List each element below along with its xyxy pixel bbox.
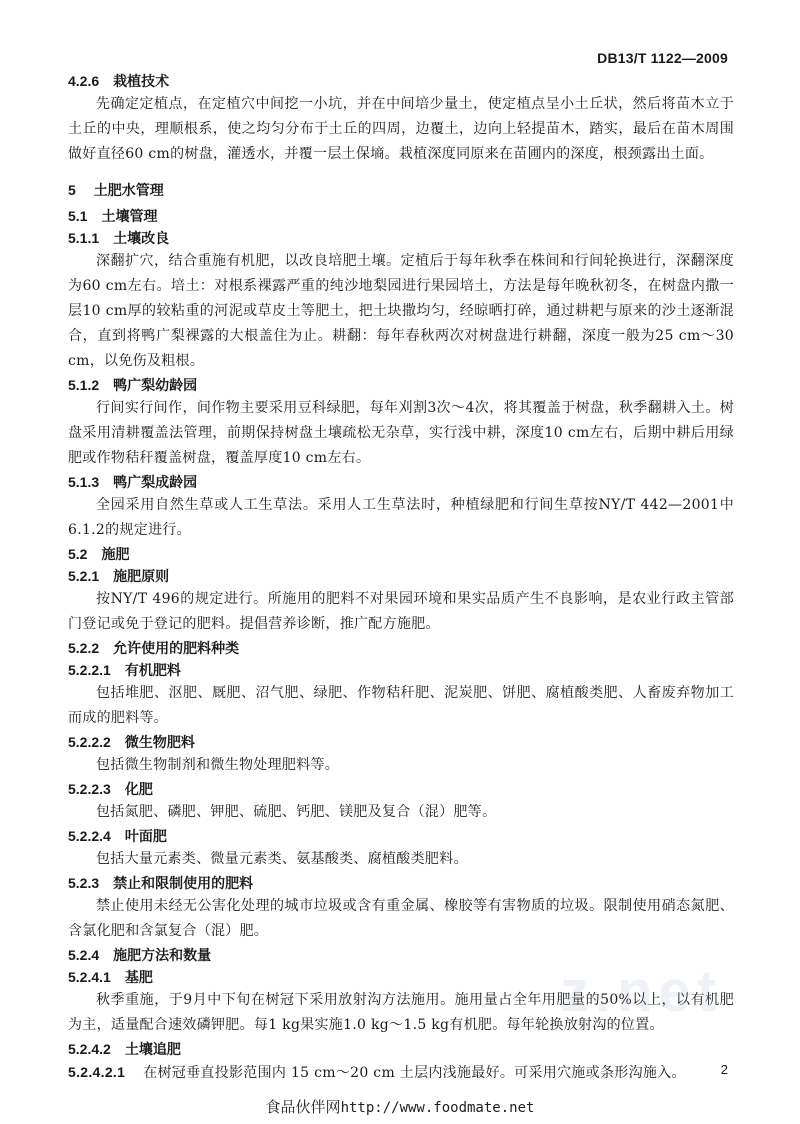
heading-5-2-4 [68,944,734,966]
section-title: 施肥 [101,546,130,562]
section-title: 土肥水管理 [93,182,164,198]
heading-5-1-2 [68,374,734,396]
section-number: 5 [68,182,76,198]
section-title: 施肥方法和数量 [113,947,212,963]
heading-5-2-4-2 [68,1038,734,1060]
section-number: 5.2.1 [68,568,100,584]
heading-5 [68,179,734,201]
heading-5-2-3 [68,872,734,894]
document-body [68,70,734,1086]
section-number: 5.2.2.3 [68,781,111,797]
section-title: 叶面肥 [124,828,167,844]
section-number: 5.2.3 [68,875,100,891]
clause-text: 在树冠垂直投影范围内 15 cm～20 cm 土层内浅施最好。可采用穴施或条形沟施入。 [143,1065,686,1081]
heading-5-2-2 [68,637,734,659]
heading-4-2-6 [68,70,734,92]
paragraph-5-1-2: 行间实行间作，间作物主要采用豆科绿肥，每年刈割3次～4次，将其覆盖于树盘，秋季翻耕入土。树盘采用清耕覆盖法管理，前期保持树盘土壤疏松无杂草，实行浅中耕，深度10 cm左右，后期中耕后用绿肥或作物秸秆覆盖树盘，覆盖厚度10 cm左右。 [68,400,734,466]
heading-5-2 [68,543,734,565]
heading-5-2-4-1 [68,966,734,988]
section-number: 4.2.6 [68,73,100,89]
section-number: 5.2.4.2.1 [68,1064,126,1080]
section-title: 允许使用的肥料种类 [113,640,240,656]
watermark: z.net [560,959,723,1024]
section-title: 土壤改良 [113,230,170,246]
heading-5-1-3 [68,471,734,493]
paragraph-5-2-2-1: 包括堆肥、沤肥、厩肥、沼气肥、绿肥、作物秸秆肥、泥炭肥、饼肥、腐植酸类肥、人畜废弃物加工而成的肥料等。 [68,685,734,726]
page-number: 2 [720,1062,728,1077]
heading-5-1 [68,205,734,227]
paragraph-5-2-2-2: 包括微生物制剂和微生物处理肥料等。 [96,757,340,773]
section-title: 鸭广梨幼龄园 [113,377,198,393]
section-title: 微生物肥料 [124,734,195,750]
footer-site-name: 食品伙伴网 [265,1098,341,1116]
section-title: 禁止和限制使用的肥料 [113,875,254,891]
heading-5-2-2-1 [68,659,734,681]
section-number: 5.2.4 [68,947,100,963]
section-number: 5.2.4.2 [68,1041,111,1057]
section-title: 土壤管理 [101,208,158,224]
section-number: 5.2.2.1 [68,662,111,678]
section-number: 5.1.1 [68,230,100,246]
paragraph-4-2-6: 先确定定植点，在定植穴中间挖一小坑，并在中间培少量土，使定植点呈小土丘状，然后将苗木立于土丘的中央，理顺根系，使之均匀分布于土丘的四周，边覆土，边向上轻提苗木，踏实，最后在苗木周围做好直径60 cm的树盘，灌透水，并覆一层土保墒。栽植深度同原来在苗圃内的深度，根颈露出土面。 [68,96,734,162]
heading-5-2-2-2 [68,731,734,753]
paragraph-5-1-3: 全园采用自然生草或人工生草法。采用人工生草法时，种植绿肥和行间生草按NY/T 442—2001中6.1.2的规定进行。 [68,497,734,538]
paragraph-5-2-2-4: 包括大量元素类、微量元素类、氨基酸类、腐植酸类肥料。 [96,851,468,867]
heading-5-2-1 [68,565,734,587]
section-title: 基肥 [124,969,153,985]
paragraph-5-2-1: 按NY/T 496的规定进行。所施用的肥料不对果园环境和果实品质产生不良影响，是农业行政主管部门登记或免于登记的肥料。提倡营养诊断，推广配方施肥。 [68,591,734,632]
section-title: 栽植技术 [113,73,170,89]
section-title: 土壤追肥 [124,1041,181,1057]
section-title: 化肥 [124,781,153,797]
heading-5-1-1 [68,227,734,249]
paragraph-5-2-4-2-1 [68,1060,734,1086]
section-number: 5.2.2.4 [68,828,111,844]
section-number: 5.2.2 [68,640,100,656]
section-number: 5.2.4.1 [68,969,111,985]
section-number: 5.1.2 [68,377,100,393]
footer-url[interactable]: http://www.foodmate.net [340,1100,535,1116]
paragraph-5-2-4-1: 秋季重施，于9月中下旬在树冠下采用放射沟方法施用。施用量占全年用肥量的50%以上，以有机肥为主，适量配合速效磷钾肥。每1 kg果实施1.0 kg～1.5 kg有机肥。每年轮换放射沟的位置。 [68,992,734,1033]
paragraph-5-1-1: 深翻扩穴，结合重施有机肥，以改良培肥土壤。定植后于每年秋季在株间和行间轮换进行，深翻深度为60 cm左右。培土：对根系裸露严重的纯沙地梨园进行果园培土，方法是每年晚秋初冬，在树盘内撒一层10 cm厚的较粘重的河泥或草皮土等肥土，把土块撒均匀，经晾晒打碎，通过耕耙与原来的沙土逐渐混合，直到将鸭广梨裸露的大根盖住为止。耕翻：每年春秋两次对树盘进行耕翻，深度一般为25 cm～30 cm，以免伤及粗根。 [68,253,734,369]
paragraph-5-2-2-3: 包括氮肥、磷肥、钾肥、硫肥、钙肥、镁肥及复合（混）肥等。 [96,804,497,820]
heading-5-2-2-4 [68,825,734,847]
section-number: 5.2 [68,546,88,562]
section-number: 5.1.3 [68,474,100,490]
section-number: 5.2.2.2 [68,734,111,750]
section-title: 鸭广梨成龄园 [113,474,198,490]
section-title: 施肥原则 [113,568,170,584]
footer [0,1096,800,1117]
section-title: 有机肥料 [124,662,181,678]
paragraph-5-2-3: 禁止使用未经无公害化处理的城市垃圾或含有重金属、橡胶等有害物质的垃圾。限制使用硝态氮肥、含氯化肥和含氯复合（混）肥。 [68,898,734,939]
heading-5-2-2-3 [68,778,734,800]
section-number: 5.1 [68,208,88,224]
document-code: DB13/T 1122—2009 [597,50,728,66]
